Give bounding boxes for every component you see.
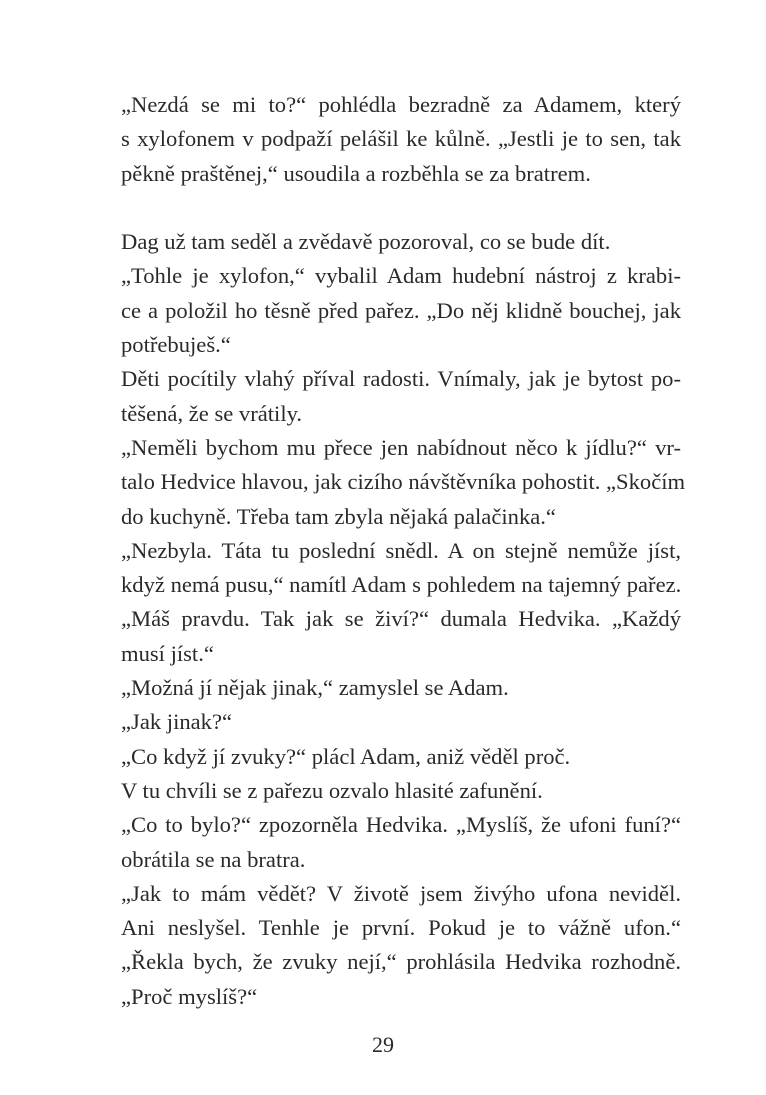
text-line: „Máš pravdu. Tak jak se živí?“ dumala Hedvika. „Každý — [121, 606, 681, 632]
text-line: pěkně praštěnej,“ usoudila a rozběhla se za bratrem. — [121, 160, 591, 186]
text-line: „Co když jí zvuky?“ plácl Adam, aniž věděl proč. — [121, 743, 571, 769]
text-line: „Nezdá se mi to?“ pohlédla bezradně za Adamem, který — [121, 92, 681, 117]
paragraph — [121, 980, 681, 1014]
text-line: obrátila se na bratra. — [121, 846, 306, 872]
paragraph — [121, 225, 681, 259]
text-line: „Tohle je xylofon,“ vybalil Adam hudební nástroj z krabi- — [121, 263, 681, 289]
text-line: „Jak jinak?“ — [121, 709, 233, 735]
section-break — [121, 191, 681, 225]
text-line: s xylofonem v podpaží pelášil ke kůlně. „Jestli je to sen, tak — [121, 126, 681, 152]
text-line: „Řekla bych, že zvuky nejí,“ prohlásila Hedvika rozhodně. — [121, 949, 681, 975]
text-line: když nemá pusu,“ namítl Adam s pohledem na tajemný pařez. — [121, 572, 682, 598]
paragraph — [121, 671, 681, 705]
text-line: V tu chvíli se z pařezu ozvalo hlasité zafunění. — [121, 777, 543, 803]
paragraph — [121, 877, 681, 946]
text-line: „Neměli bychom mu přece jen nabídnout něco k jídlu?“ vr- — [121, 434, 681, 460]
paragraph — [121, 88, 681, 191]
text-line: „Nezbyla. Táta tu poslední snědl. A on stejně nemůže jíst, — [121, 537, 681, 563]
text-line: talo Hedvice hlavou, jak cizího návštěvníka pohostit. „Skočím — [121, 469, 686, 495]
paragraph — [121, 362, 681, 431]
text-line: potřebuješ.“ — [121, 332, 231, 358]
text-line: musí jíst.“ — [121, 640, 214, 666]
text-line: Ani neslyšel. Tenhle je první. Pokud je to vážně ufon.“ — [121, 915, 681, 941]
text-line: Dag už tam seděl a zvědavě pozoroval, co se bude dít. — [121, 229, 611, 255]
text-line: do kuchyně. Třeba tam zbyla nějaká palačinka.“ — [121, 503, 556, 529]
text-line: ce a položil ho těsně před pařez. „Do něj klidně bouchej, jak — [121, 297, 681, 323]
text-line: „Co to bylo?“ zpozorněla Hedvika. „Myslíš, že ufoni funí?“ — [121, 812, 681, 838]
paragraph — [121, 259, 681, 362]
body-text — [121, 88, 686, 1014]
paragraph — [121, 534, 681, 603]
paragraph — [121, 431, 686, 534]
paragraph — [121, 602, 681, 671]
paragraph — [121, 808, 681, 877]
text-line: „Proč myslíš?“ — [121, 983, 258, 1009]
text-line: těšená, že se vrátily. — [121, 400, 303, 426]
text-line: Děti pocítily vlahý příval radosti. Vnímaly, jak je bytost po- — [121, 366, 681, 392]
text-line: „Možná jí nějak jinak,“ zamyslel se Adam. — [121, 675, 509, 701]
paragraph — [121, 740, 681, 774]
paragraph — [121, 705, 681, 739]
paragraph — [121, 774, 681, 808]
page-number: 29 — [372, 1032, 394, 1057]
text-line: „Jak to mám vědět? V životě jsem živýho ufona neviděl. — [121, 880, 681, 906]
paragraph — [121, 945, 681, 979]
